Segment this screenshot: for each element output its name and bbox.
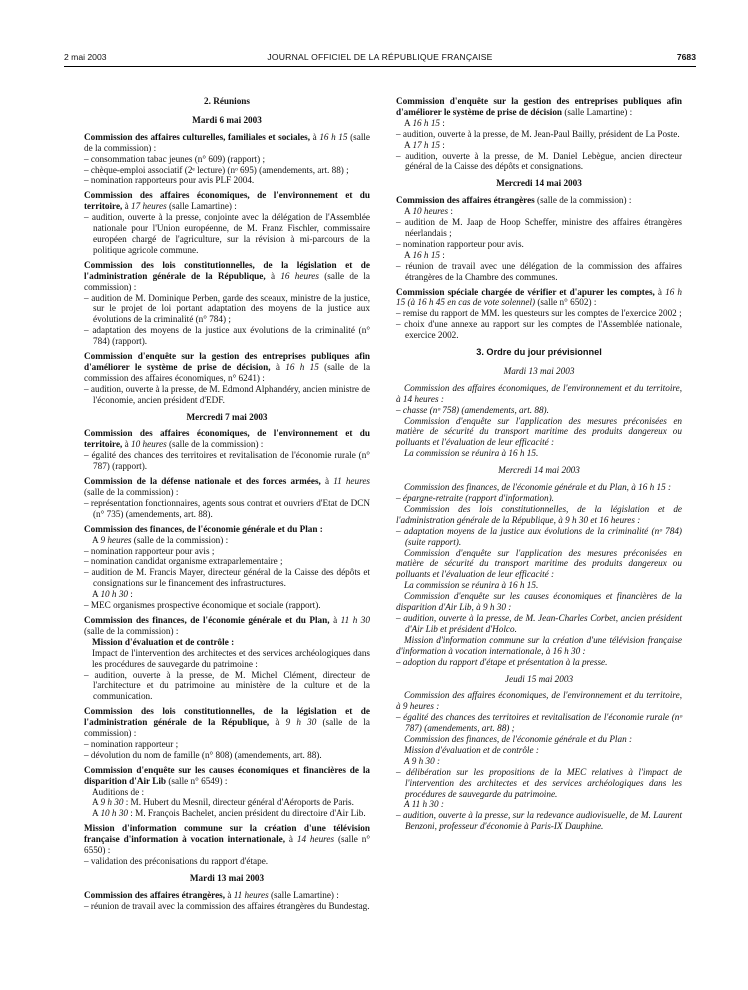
agenda-text: A 9 h 30 :	[404, 755, 441, 766]
right-column	[396, 96, 682, 836]
meeting-block	[84, 765, 370, 820]
agenda-text: Mission d'information commune sur la création d'une télévision française d'information à vocation internationale, à 16 h 30 :	[396, 634, 682, 656]
committee-name: Commission des affaires culturelles, familiales et sociales,	[84, 131, 311, 142]
time-suffix: :	[440, 117, 445, 128]
time-prefix: A	[92, 589, 101, 600]
meeting-time: 17 heures	[131, 201, 167, 212]
left-column	[84, 96, 370, 916]
time-line	[396, 206, 682, 217]
committee-entry	[396, 195, 682, 206]
agenda-item: – audition de M. Jaap de Hoop Scheffer, ministre des affaires étrangères néerlandais ;	[396, 217, 682, 238]
day-heading: Jeudi 15 mai 2003	[504, 673, 574, 684]
entry-connector: à	[122, 201, 132, 212]
committee-name: Commission des affaires étrangères	[396, 195, 535, 206]
topic-text: Impact de l'intervention des architectes et des services archéologiques dans les procédures de sauvegarde du patrimoine :	[92, 647, 370, 669]
agenda-item: – consommation tabac jeunes (n° 609) (rapport) ;	[84, 153, 265, 164]
time-prefix: Auditions de :	[92, 786, 145, 797]
committee-entry	[84, 524, 370, 535]
agenda-text: La commission se réunira à 16 h 15.	[404, 448, 539, 459]
agenda-item: – chasse (nᵒ 758) (amendements, art. 88).	[396, 404, 549, 415]
time-line	[396, 118, 682, 129]
committee-name: Commission des lois constitutionnelles, de la législation et de l'administration générale de la République,	[84, 259, 370, 281]
header-rule	[64, 66, 696, 67]
meeting-time: 16 h 15	[319, 131, 348, 142]
time-prefix: A	[404, 139, 413, 150]
committee-name: Mission d'information commune sur la création d'une télévision française d'information à vocation internationale,	[84, 823, 370, 845]
agenda-text: Commission des affaires économiques, de l'environnement et du territoire, à 14 heures :	[396, 382, 682, 404]
meeting-place: (salle de la commission) :	[84, 131, 370, 153]
entry-connector: à	[265, 270, 281, 281]
time-line	[396, 140, 682, 151]
meeting-time: 16 h 15	[412, 117, 440, 128]
meeting-place: (salle de la commission des affaires économiques, n° 6241) :	[84, 361, 371, 383]
time-prefix: A	[404, 249, 413, 260]
entry-connector: à	[285, 834, 297, 845]
time-line	[84, 797, 370, 808]
time-suffix: : M. Hubert du Mesnil, directeur général d'Aéroports de Paris.	[123, 797, 354, 808]
agenda-item: – représentation fonctionnaires, agents sous contrat et ouvriers d'Etat de DCN (n° 735) (amendements, art. 88).	[84, 497, 370, 519]
committee-entry	[84, 615, 370, 637]
committee-entry	[84, 260, 370, 293]
time-line	[84, 589, 370, 600]
meeting-time: 17 h 15	[412, 139, 440, 150]
section-title-reunions: 2. Réunions	[204, 96, 250, 106]
agenda-text: Commission des affaires économiques, de l'environnement et du territoire, à 9 heures :	[396, 690, 682, 712]
agenda-text: Commission des finances, de l'économie générale et du Plan :	[404, 734, 633, 745]
day-heading: Mardi 13 mai 2003	[503, 365, 575, 376]
meeting-time: 16 h 15	[285, 361, 319, 372]
agenda-text: Mission d'évaluation et de contrôle :	[404, 744, 539, 755]
meeting-place: (salle de la commission) :	[166, 439, 264, 450]
agenda-block	[396, 690, 682, 832]
time-suffix: : M. François Bachelet, ancien président du directoire d'Air Lib.	[128, 808, 366, 819]
entry-connector: à	[225, 889, 234, 900]
committee-entry	[396, 96, 682, 118]
meeting-time: 14 heures	[296, 834, 335, 845]
committee-entry	[84, 823, 370, 856]
agenda-item: – audition, ouverte à la presse, de M. Jean-Charles Corbet, ancien président d'Air Lib et président d'Holco.	[396, 612, 682, 634]
committee-entry	[84, 132, 370, 154]
meeting-place: (salle de la commission) :	[84, 625, 179, 636]
agenda-item: – dévolution du nom de famille (n° 808) (amendements, art. 88).	[84, 749, 322, 760]
subheading-text: Mission d'évaluation et de contrôle :	[92, 636, 235, 647]
agenda-item: – audition, ouverte à la presse, de M. Daniel Lebègue, ancien directeur général de la Caisse des dépôts et consignations.	[396, 150, 682, 172]
agenda-item: – réunion de travail avec la commission des affaires étrangères du Bundestag.	[84, 900, 370, 911]
time-line	[84, 535, 370, 546]
meeting-time: 9 h 30	[100, 797, 124, 808]
meeting-block	[84, 615, 370, 702]
agenda-item: – réunion de travail avec une délégation de la commission des affaires étrangères de la Chambre des communes.	[396, 260, 682, 282]
committee-entry	[84, 476, 370, 498]
meeting-block	[84, 524, 370, 611]
meeting-place: (salle de la commission) :	[84, 487, 179, 497]
entry-connector: (salle n° 6549) :	[166, 775, 228, 786]
entry-connector: à	[122, 439, 132, 450]
time-line	[84, 787, 370, 798]
entry-connector: à	[270, 361, 286, 372]
committee-entry	[84, 190, 370, 212]
committee-name: Commission d'enquête sur la gestion des entreprises publiques afin d'améliorer le système de prise de décision,	[84, 351, 370, 372]
meeting-block	[84, 260, 370, 347]
agenda-item: – choix d'une annexe au rapport sur les comptes de l'Assemblée nationale, exercice 2002.	[396, 319, 682, 341]
meeting-time: 16 h 15	[412, 249, 440, 260]
committee-name: Commission des finances, de l'économie générale et du Plan :	[84, 523, 323, 534]
meeting-block	[84, 476, 370, 520]
time-prefix: A	[92, 808, 101, 819]
time-suffix: :	[448, 206, 453, 217]
entry-connector: à	[329, 614, 341, 625]
agenda-item: – nomination rapporteurs pour avis PLF 2004.	[84, 175, 255, 186]
header-journal-title: JOURNAL OFFICIEL DE LA RÉPUBLIQUE FRANÇAISE	[267, 52, 493, 62]
meeting-time: 11 h 30	[340, 614, 370, 625]
agenda-block	[396, 482, 682, 667]
agenda-item: – MEC organismes prospective économique et sociale (rapport).	[84, 600, 321, 611]
committee-name: Commission d'enquête sur les causes économiques et financières de la disparition d'Air Lib	[84, 764, 370, 786]
committee-entry	[84, 706, 370, 739]
time-prefix: A	[92, 797, 101, 808]
time-prefix: A	[92, 534, 101, 545]
time-suffix: :	[440, 249, 445, 260]
time-prefix: A	[404, 117, 413, 128]
committee-entry	[84, 765, 370, 787]
day-heading: Mercredi 14 mai 2003	[498, 465, 580, 476]
meeting-block	[84, 823, 370, 867]
day-heading: Mercredi 14 mai 2003	[496, 178, 582, 189]
agenda-item: – chèque-emploi associatif (2ᵉ lecture) (nᵒ 695) (amendements, art. 88) ;	[84, 164, 349, 175]
section-title-ordre-du-jour: 3. Ordre du jour prévisionnel	[476, 347, 602, 358]
meeting-time: 10 h 30	[100, 589, 128, 600]
day-heading: Mercredi 7 mai 2003	[186, 411, 268, 422]
meeting-time: 10 h 30	[100, 808, 128, 819]
meeting-time: 11 heures	[333, 476, 370, 487]
committee-entry	[84, 428, 370, 450]
time-prefix: A	[404, 206, 413, 217]
meeting-place: (salle de la commission) :	[84, 270, 370, 292]
agenda-text: Commission des lois constitutionnelles, de la législation et de l'administration générale de la République, à 9 h 30 et 16 heures :	[396, 503, 682, 525]
agenda-item: – délibération sur les propositions de la MEC relatives à l'impact de l'intervention des architectes et des services archéologiques dans les procédures de sauvegarde du patrimoine.	[396, 766, 682, 799]
meeting-time: 9 h 30	[285, 717, 317, 728]
meeting-block	[84, 706, 370, 761]
committee-name: Commission des finances, de l'économie générale et du Plan,	[84, 614, 330, 625]
time-line	[396, 250, 682, 261]
meeting-place: (salle n° 6550) :	[84, 834, 370, 856]
entry-connector: (salle Lamartine) :	[562, 106, 633, 117]
day-heading: Mardi 6 mai 2003	[192, 114, 262, 125]
time-suffix: (salle de la commission) :	[131, 534, 229, 545]
agenda-text: Commission d'enquête sur les causes économiques et financières de la disparition d'Air Lib, à 9 h 30 :	[396, 591, 682, 613]
meeting-time: 10 heures	[131, 439, 167, 450]
agenda-item: – audition, ouverte à la presse, de M. Jean-Paul Bailly, président de La Poste.	[396, 128, 680, 139]
committee-name: Commission des affaires économiques, de l'environnement et du territoire,	[84, 428, 370, 450]
agenda-text: Commission d'enquête sur l'application des mesures préconisées en matière de sécurité du transport maritime des produits dangereux ou polluants et l'évaluation de leur efficacité :	[396, 415, 682, 448]
committee-name: Commission des affaires étrangères,	[84, 889, 226, 900]
time-suffix: :	[440, 139, 445, 150]
agenda-item: – audition, ouverte à la presse, de M. Michel Clément, directeur de l'architecture et du patrimoine au ministère de la culture et de la communication.	[84, 669, 370, 702]
page-header	[64, 52, 696, 66]
entry-connector: à	[269, 717, 286, 728]
meeting-time: 16 h 15 (à 16 h 45 en cas de vote solennel)	[396, 286, 683, 308]
agenda-item: – égalité des chances des territoires et revitalisation de l'économie rurale (n° 787) (rapport).	[84, 450, 370, 472]
entry-connector: à	[654, 286, 666, 297]
meeting-time: 16 heures	[280, 270, 319, 281]
agenda-item: – adoption du rapport d'étape et présentation à la presse.	[396, 656, 608, 667]
subheading	[84, 637, 370, 648]
agenda-item: – audition, ouverte à la presse, conjointe avec la délégation de l'Assemblée nationale pour l'Union européenne, de M. Franz Fischler, commissaire européen chargé de l'agriculture, sur la révision à mi-parcours de la politique agricole commune.	[84, 212, 370, 255]
meeting-time: 9 heures	[100, 534, 132, 545]
committee-entry	[84, 351, 370, 384]
meeting-place: (salle Lamartine) :	[166, 201, 237, 212]
agenda-item: – audition de M. Dominique Perben, garde des sceaux, ministre de la justice, sur le projet de loi portant adaptation des moyens de la justice aux évolutions de la criminalité (n° 784) ;	[84, 292, 370, 325]
agenda-item: – audition, ouverte à la presse, de M. Edmond Alphandéry, ancien ministre de l'économie, ancien président d'EDF.	[84, 383, 370, 405]
entry-connector: à	[320, 476, 334, 487]
meeting-block	[396, 195, 682, 282]
agenda-item: – adaptation des moyens de la justice aux évolutions de la criminalité (n° 784) (rapport).	[84, 325, 370, 347]
agenda-item: – nomination candidat organisme extraparlementaire ;	[84, 556, 283, 567]
agenda-block	[396, 383, 682, 459]
committee-name: Commission des affaires économiques, de l'environnement et du territoire,	[84, 190, 370, 212]
entry-connector: (salle de la commission) :	[534, 195, 632, 206]
meeting-place: (salle de la commission) :	[84, 717, 371, 739]
header-page-number: 7683	[676, 52, 696, 62]
entry-connector: à	[310, 131, 320, 142]
meeting-time: 11 heures	[233, 889, 269, 900]
agenda-item: – validation des préconisations du rapport d'étape.	[84, 856, 269, 866]
agenda-item: – nomination rapporteur ;	[84, 738, 179, 749]
agenda-text: Commission des finances, de l'économie générale et du Plan, à 16 h 15 :	[404, 482, 672, 493]
committee-name: Commission de la défense nationale et des forces armées,	[84, 476, 321, 487]
meeting-time: 10 heures	[412, 206, 449, 217]
meeting-place: (salle Lamartine) :	[268, 889, 339, 900]
time-line	[84, 808, 370, 819]
agenda-text: Commission d'enquête sur l'application des mesures préconisées en matière de sécurité du transport maritime des produits dangereux ou polluants et l'évaluation de leur efficacité :	[396, 547, 682, 580]
meeting-block	[84, 190, 370, 255]
meeting-block	[84, 351, 370, 406]
agenda-item: – égalité des chances des territoires et revitalisation de l'économie rurale (nᵒ 787) (amendements, art. 88) ;	[396, 712, 682, 734]
header-date: 2 mai 2003	[64, 52, 107, 62]
meeting-block	[84, 428, 370, 472]
meeting-block	[396, 287, 682, 342]
committee-name: Commission d'enquête sur la gestion des entreprises publiques afin d'améliorer le système de prise de décision	[396, 96, 682, 117]
committee-name: Commission spéciale chargée de vérifier et d'apurer les comptes,	[396, 286, 655, 297]
meeting-block	[84, 132, 370, 187]
agenda-item: – audition, ouverte à la presse, sur la redevance audiovisuelle, de M. Laurent Benzoni, professeur d'économie à Paris-IX Dauphine.	[396, 810, 682, 832]
committee-name: Commission des lois constitutionnelles, de la législation et de l'administration générale de la République,	[84, 706, 370, 728]
meeting-place: (salle n° 6502) :	[535, 297, 597, 308]
agenda-item: – adaptation moyens de la justice aux évolutions de la criminalité (nᵒ 784) (suite rapport).	[396, 525, 682, 547]
agenda-item: – épargne-retraite (rapport d'information).	[396, 493, 554, 503]
agenda-text: La commission se réunira à 16 h 15.	[404, 580, 539, 591]
agenda-item: – remise du rapport de MM. les questeurs sur les comptes de l'exercice 2002 ;	[396, 308, 682, 319]
meeting-block	[84, 890, 370, 912]
meeting-block	[396, 96, 682, 172]
committee-entry	[84, 890, 370, 901]
day-heading: Mardi 13 mai 2003	[189, 872, 265, 883]
agenda-item: – nomination rapporteur pour avis.	[396, 238, 524, 249]
agenda-text: A 11 h 30 :	[404, 799, 444, 810]
time-suffix: :	[128, 589, 133, 600]
committee-entry	[396, 287, 682, 309]
agenda-item: – nomination rapporteur pour avis ;	[84, 545, 215, 556]
agenda-item: – audition de M. Francis Mayer, directeur général de la Caisse des dépôts et consignations sur le financement des infrastructures.	[84, 567, 370, 589]
